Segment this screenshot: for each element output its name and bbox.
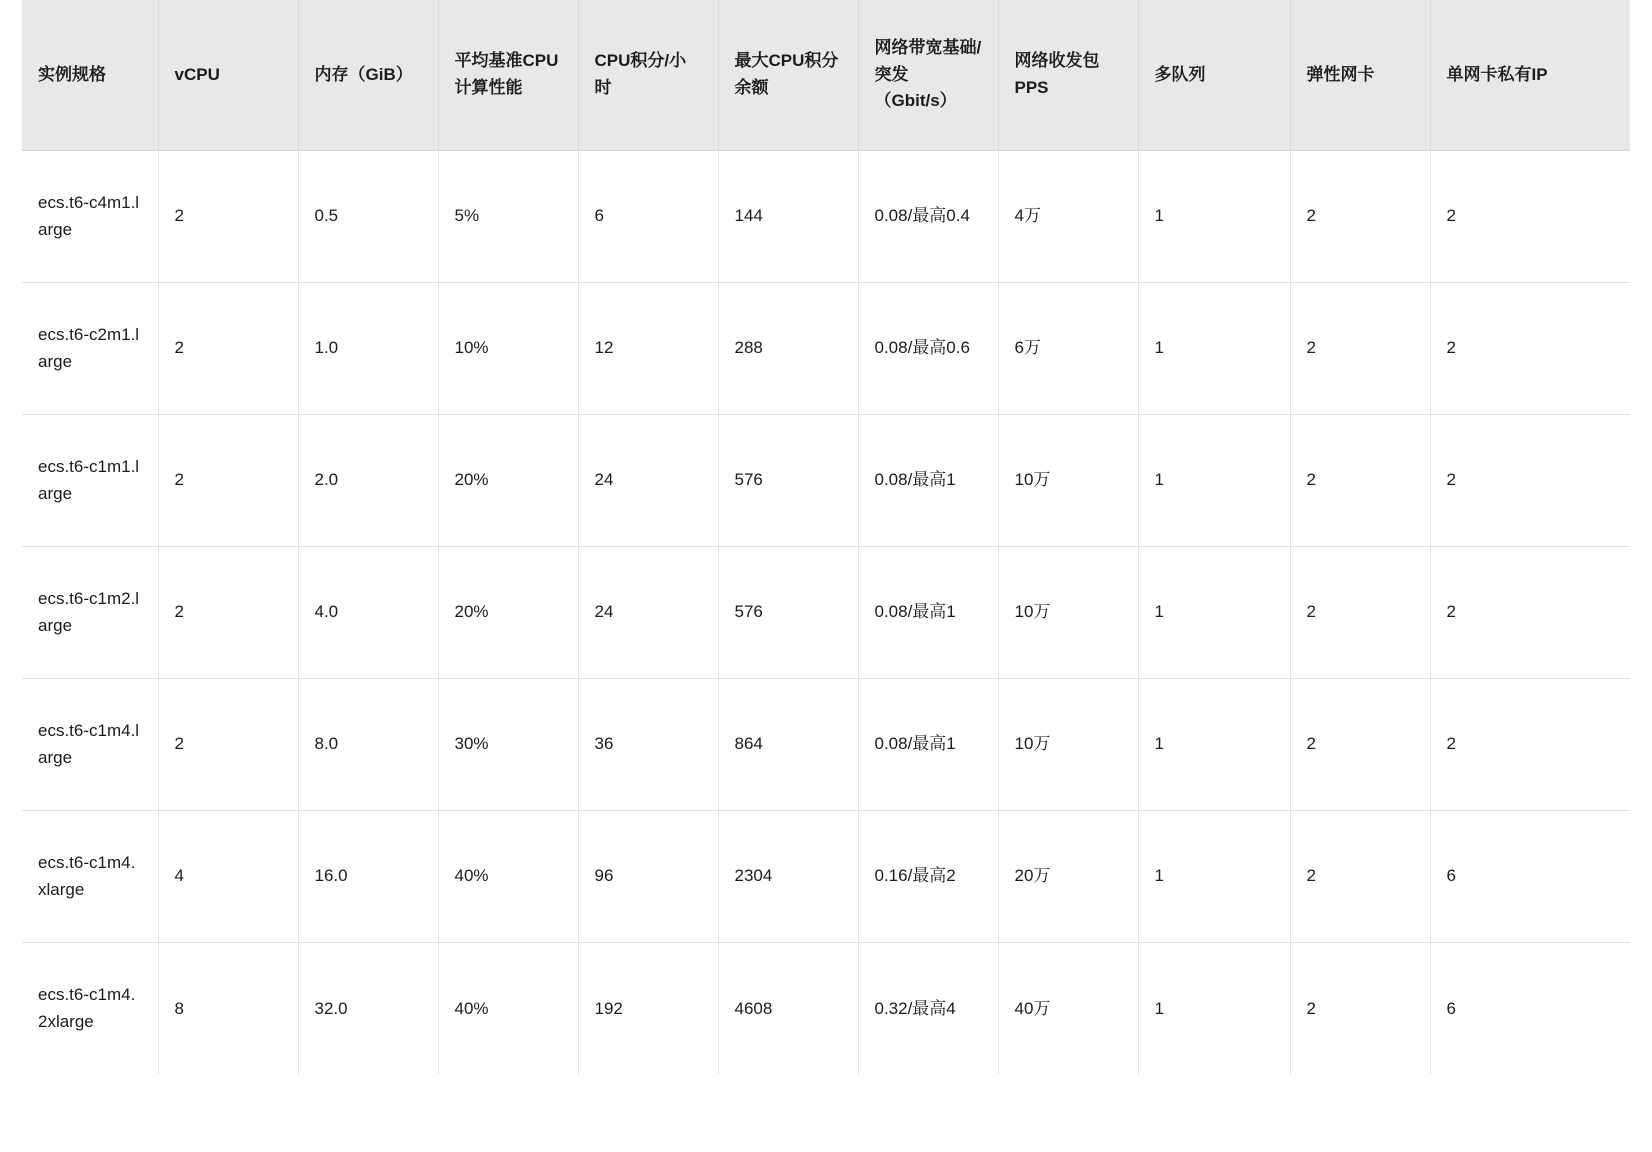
cell-instance-spec: ecs.t6-c1m4.2xlarge xyxy=(22,942,158,1074)
cell-max-credits: 144 xyxy=(718,150,858,282)
cell-bandwidth: 0.08/最高0.4 xyxy=(858,150,998,282)
cell-pps: 10万 xyxy=(998,546,1138,678)
cell-max-credits: 2304 xyxy=(718,810,858,942)
cell-credits-hour: 12 xyxy=(578,282,718,414)
cell-vcpu: 2 xyxy=(158,282,298,414)
cell-max-credits: 576 xyxy=(718,414,858,546)
column-header-cpu-credits-per-hour: CPU积分/小时 xyxy=(578,0,718,150)
cell-pps: 6万 xyxy=(998,282,1138,414)
cell-bandwidth: 0.16/最高2 xyxy=(858,810,998,942)
cell-max-credits: 288 xyxy=(718,282,858,414)
table-row xyxy=(22,942,1630,1074)
cell-vcpu: 2 xyxy=(158,150,298,282)
table-row xyxy=(22,678,1630,810)
column-header-instance-spec: 实例规格 xyxy=(22,0,158,150)
cell-bandwidth: 0.08/最高1 xyxy=(858,546,998,678)
column-header-max-cpu-credit-balance: 最大CPU积分余额 xyxy=(718,0,858,150)
cell-vcpu: 8 xyxy=(158,942,298,1074)
cell-enis: 2 xyxy=(1290,282,1430,414)
column-header-baseline-cpu: 平均基准CPU计算性能 xyxy=(438,0,578,150)
cell-private-ips: 2 xyxy=(1430,546,1630,678)
column-header-network-bandwidth: 网络带宽基础/突发（Gbit/s） xyxy=(858,0,998,150)
cell-baseline: 30% xyxy=(438,678,578,810)
cell-pps: 20万 xyxy=(998,810,1138,942)
cell-baseline: 20% xyxy=(438,414,578,546)
column-header-memory: 内存（GiB） xyxy=(298,0,438,150)
cell-vcpu: 2 xyxy=(158,414,298,546)
table-row xyxy=(22,810,1630,942)
cell-baseline: 10% xyxy=(438,282,578,414)
cell-memory: 32.0 xyxy=(298,942,438,1074)
cell-memory: 1.0 xyxy=(298,282,438,414)
cell-max-credits: 576 xyxy=(718,546,858,678)
cell-private-ips: 6 xyxy=(1446,998,1456,1018)
cell-private-ips: 6 xyxy=(1430,810,1630,942)
instance-spec-table xyxy=(22,0,1630,1074)
table-row xyxy=(22,546,1630,678)
cell-credits-hour: 24 xyxy=(578,414,718,546)
column-header-elastic-nic: 弹性网卡 xyxy=(1290,0,1430,150)
cell-enis: 2 xyxy=(1290,414,1430,546)
cell-credits-hour: 192 xyxy=(578,942,718,1074)
cell-bandwidth: 0.32/最高4 xyxy=(858,942,998,1074)
cell-vcpu: 2 xyxy=(158,678,298,810)
cell-pps: 4万 xyxy=(998,150,1138,282)
cell-credits-hour: 96 xyxy=(578,810,718,942)
cell-private-ips: 2 xyxy=(1430,282,1630,414)
table-header-row xyxy=(22,0,1630,150)
cell-enis: 2 xyxy=(1290,810,1430,942)
cell-queues: 1 xyxy=(1138,810,1290,942)
cell-baseline: 20% xyxy=(438,546,578,678)
cell-queues: 1 xyxy=(1138,546,1290,678)
cell-private-ips: 2 xyxy=(1430,414,1630,546)
cell-memory: 0.5 xyxy=(298,150,438,282)
cell-queues: 1 xyxy=(1138,678,1290,810)
table-body xyxy=(22,150,1630,1074)
cell-max-credits: 864 xyxy=(718,678,858,810)
column-header-multi-queue: 多队列 xyxy=(1138,0,1290,150)
cell-bandwidth: 0.08/最高1 xyxy=(858,678,998,810)
cell-enis: 2 xyxy=(1290,150,1430,282)
column-header-vcpu: vCPU xyxy=(158,0,298,150)
table-row xyxy=(22,150,1630,282)
cell-memory: 2.0 xyxy=(298,414,438,546)
table-row xyxy=(22,414,1630,546)
cell-bandwidth: 0.08/最高0.6 xyxy=(858,282,998,414)
cell-vcpu: 4 xyxy=(158,810,298,942)
cell-queues: 1 xyxy=(1138,942,1290,1074)
cell-queues: 1 xyxy=(1138,150,1290,282)
cell-credits-hour: 24 xyxy=(578,546,718,678)
cell-credits-hour: 36 xyxy=(578,678,718,810)
cell-private-ips: 2 xyxy=(1430,150,1630,282)
cell-pps: 40万 xyxy=(998,942,1138,1074)
cell-memory: 8.0 xyxy=(298,678,438,810)
column-header-private-ip-per-nic: 单网卡私有IP xyxy=(1430,0,1630,150)
cell-queues: 1 xyxy=(1138,414,1290,546)
cell-instance-spec: ecs.t6-c1m4.large xyxy=(22,678,158,810)
cell-queues: 1 xyxy=(1138,282,1290,414)
cell-bandwidth: 0.08/最高1 xyxy=(858,414,998,546)
cell-private-ips: 2 xyxy=(1430,678,1630,810)
cell-max-credits: 4608 xyxy=(718,942,858,1074)
cell-baseline: 40% xyxy=(438,942,578,1074)
cell-instance-spec: ecs.t6-c1m1.large xyxy=(22,414,158,546)
cell-instance-spec: ecs.t6-c1m2.large xyxy=(22,546,158,678)
cell-enis: 2 xyxy=(1290,942,1430,1074)
column-header-network-pps: 网络收发包PPS xyxy=(998,0,1138,150)
cell-credits-hour: 6 xyxy=(578,150,718,282)
cell-enis: 2 xyxy=(1290,546,1430,678)
cell-pps: 10万 xyxy=(998,414,1138,546)
cell-memory: 4.0 xyxy=(298,546,438,678)
cell-instance-spec: ecs.t6-c4m1.large xyxy=(22,150,158,282)
cell-vcpu: 2 xyxy=(158,546,298,678)
cell-baseline: 5% xyxy=(438,150,578,282)
table-header xyxy=(22,0,1630,150)
cell-enis: 2 xyxy=(1290,678,1430,810)
table-row xyxy=(22,282,1630,414)
cell-memory: 16.0 xyxy=(298,810,438,942)
cell-pps: 10万 xyxy=(998,678,1138,810)
cell-instance-spec: ecs.t6-c2m1.large xyxy=(22,282,158,414)
cell-baseline: 40% xyxy=(438,810,578,942)
cell-instance-spec: ecs.t6-c1m4.xlarge xyxy=(22,810,158,942)
